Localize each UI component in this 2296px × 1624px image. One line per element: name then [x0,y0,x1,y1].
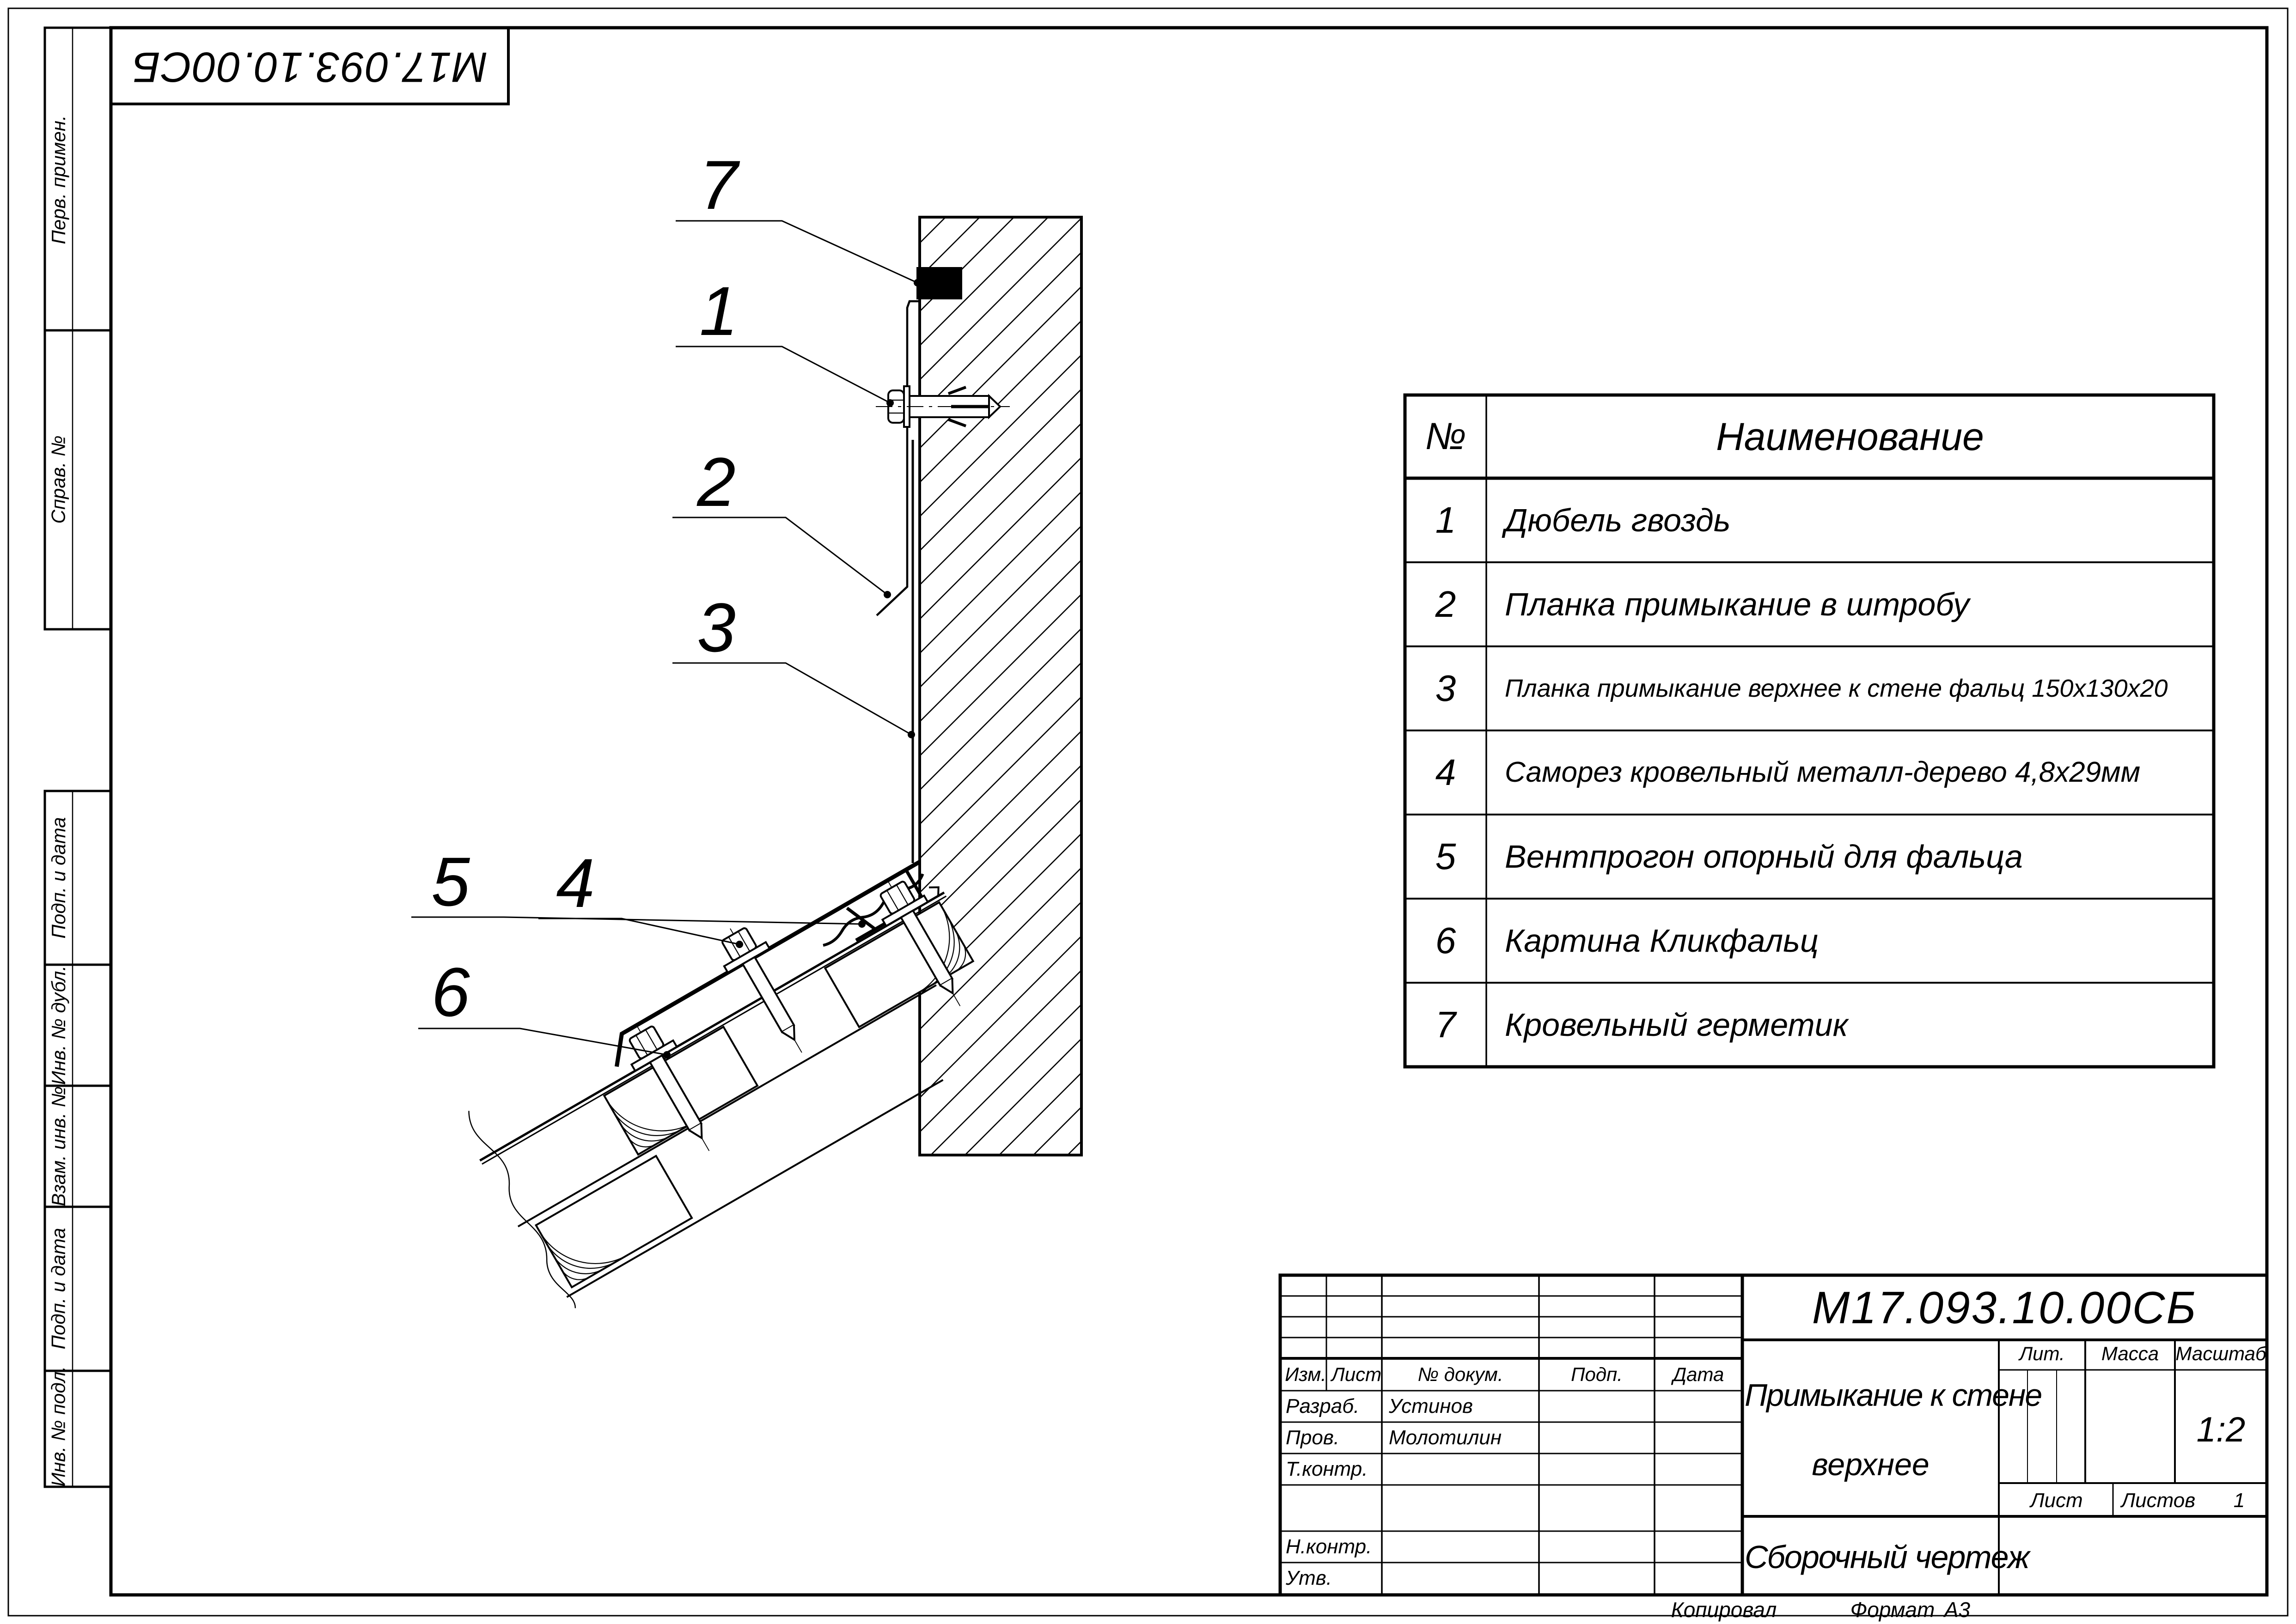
doc-type: Сборочный чертеж [1745,1539,2029,1575]
part-row-name: Планка примыкание верхнее к стене фальц 150х130х20 [1505,675,2168,702]
sig-prov-label: Пров. [1286,1426,1340,1449]
lit-label: Лит. [2019,1343,2065,1364]
titleblock-designation: М17.093.10.00СБ [1812,1282,2198,1333]
scale-value: 1:2 [2196,1410,2246,1449]
part-row-num: 7 [1435,1004,1456,1045]
part-row-num: 2 [1435,584,1456,625]
part-row-num: 1 [1435,499,1456,541]
sig-razrab-label: Разраб. [1286,1395,1360,1417]
part-row-num: 6 [1435,920,1456,961]
callout-3: 3 [697,589,736,666]
sig-razrab-name: Устинов [1389,1395,1473,1417]
margin-label-sprav-no: Справ. № [47,435,69,524]
part-row-name: Планка примыкание в штробу [1505,586,1970,622]
part-row-name: Вентпрогон опорный для фальца [1505,839,2023,875]
part-row-name: Дюбель гвоздь [1505,502,1731,538]
col-list: Лист [1331,1363,1382,1385]
part-row-num: 3 [1435,668,1456,709]
callout-4: 4 [556,844,595,922]
mass-label: Масса [2101,1343,2159,1364]
margin-label-perv-primen: Перв. примен. [48,115,69,244]
sheets-label: Листов [2121,1489,2196,1512]
col-izm: Изм. [1285,1363,1326,1385]
doc-title-line2: верхнее [1812,1447,1930,1482]
part-row-name: Кровельный герметик [1505,1007,1848,1043]
scale-label: Масштаб [2175,1343,2266,1364]
sheets-value: 1 [2233,1489,2245,1512]
leader-lines [411,221,921,1058]
part-row-num: 4 [1435,752,1456,793]
format-label: Формат [1850,1598,1935,1622]
roof-sealant [916,267,962,299]
parts-col-name-header: Наименование [1716,415,1984,458]
callout-1: 1 [699,272,738,350]
click-seam-panel [474,882,946,1164]
top-stamp-designation: М17.093.10.00СБ [131,43,488,91]
margin-label-vzam-inv-no: Взам. инв. № [48,1086,69,1206]
callout-6: 6 [431,953,470,1031]
sig-tkontr-label: Т.контр. [1286,1458,1368,1480]
margin-label-podp-i-data-1: Подп. и дата [48,817,69,939]
part-row-name: Картина Кликфальц [1505,923,1819,959]
sheet-label: Лист [2030,1489,2083,1512]
kopiroval-label: Копировал [1671,1598,1777,1622]
margin-label-inv-no-podl: Инв. № подл. [47,1366,69,1487]
part-row-name: Саморез кровельный металл-дерево 4,8х29мм [1505,756,2141,788]
part-row-num: 5 [1435,836,1456,877]
format-value: А3 [1944,1598,1971,1622]
sig-nkontr-label: Н.контр. [1286,1535,1372,1558]
parts-col-number-header: № [1425,415,1466,457]
col-n-dokum: № докум. [1417,1363,1503,1385]
sig-utv-label: Утв. [1286,1567,1332,1589]
col-podp: Подп. [1571,1363,1623,1385]
callout-5: 5 [431,843,470,920]
callout-7: 7 [699,146,738,224]
doc-title-line1: Примыкание к стене [1745,1378,2042,1413]
wall-section [920,217,1081,1155]
margin-label-inv-no-dubl: Инв. № дубл. [48,965,69,1085]
callout-2: 2 [697,443,736,521]
margin-label-podp-i-data-2: Подп. и дата [47,1228,69,1350]
sig-prov-name: Молотилин [1389,1426,1502,1449]
col-data: Дата [1673,1363,1724,1385]
